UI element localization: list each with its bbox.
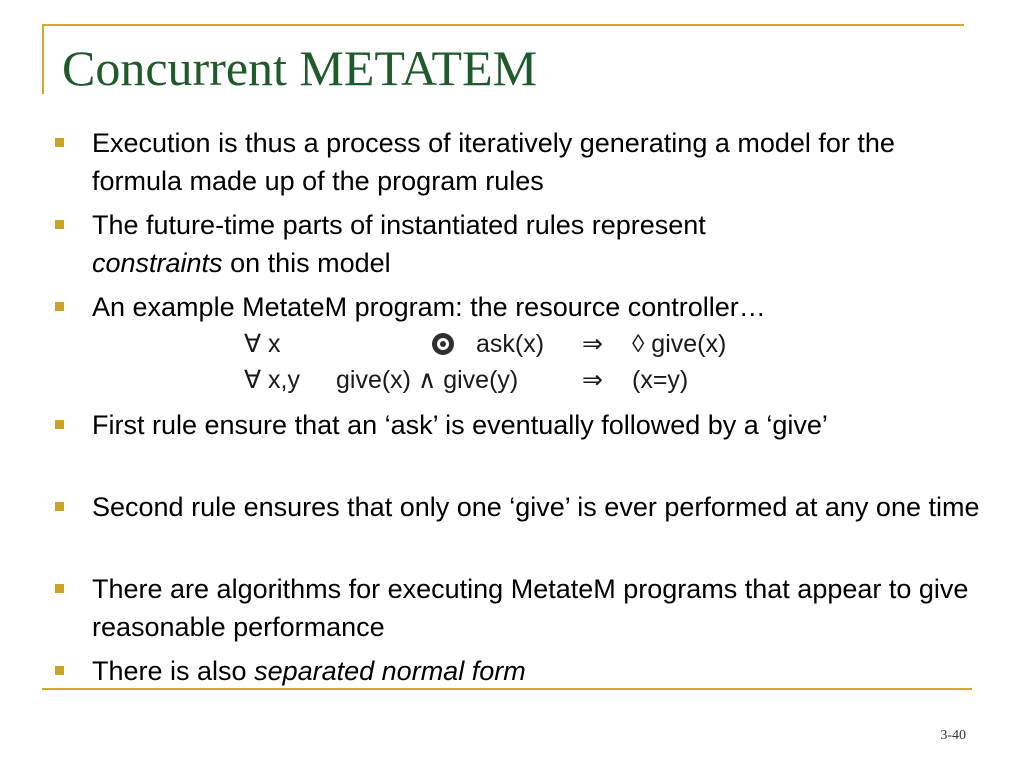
square-bullet-icon	[55, 138, 64, 147]
bullet-emphasis: constraints	[92, 248, 223, 278]
bullet-item-second-rule	[92, 488, 982, 526]
bullet-text: An example MetateM program: the resource controller…	[92, 292, 766, 322]
bullet-item-future-time	[92, 206, 982, 282]
frame-top-rule	[42, 24, 964, 26]
square-bullet-icon	[55, 420, 64, 429]
bullet-emphasis: separated normal form	[254, 656, 526, 686]
square-bullet-icon	[55, 502, 64, 511]
always-previous-operator-icon	[432, 333, 454, 355]
bullet-text: There is also	[92, 656, 255, 686]
rule2-antecedent: give(x) ∧ give(y)	[336, 366, 519, 394]
bullet-item-execution	[92, 124, 982, 200]
slide-title: Concurrent METATEM	[62, 40, 538, 96]
square-bullet-icon	[55, 302, 64, 311]
bullet-item-first-rule	[92, 406, 982, 444]
square-bullet-icon	[55, 666, 64, 675]
page-number: 3-40	[940, 728, 966, 743]
bullet-text: There are algorithms for executing MetateM programs that appear to give reasonable performance	[92, 574, 969, 642]
formula-rule-2	[244, 362, 784, 398]
frame-left-rule	[42, 24, 44, 94]
square-bullet-icon	[55, 584, 64, 593]
bullet-item-separated-normal-form	[92, 652, 982, 690]
rule1-quantifier: ∀ x	[244, 330, 281, 358]
rule2-quantifier: ∀ x,y	[244, 366, 300, 394]
rule2-implies: ⇒	[582, 366, 603, 394]
bullet-text: First rule ensure that an ‘ask’ is eventually followed by a ‘give’	[92, 410, 828, 440]
bullet-text: Second rule ensures that only one ‘give’ is ever performed at any one time	[92, 492, 980, 522]
resource-controller-formula	[244, 326, 784, 398]
bullet-text-after: on this model	[222, 248, 391, 278]
rule1-implies: ⇒	[582, 330, 603, 358]
bullet-item-algorithms	[92, 570, 982, 646]
rule1-antecedent: ask(x)	[476, 330, 545, 358]
bullet-text: The future-time parts of instantiated rules represent	[92, 210, 706, 240]
square-bullet-icon	[55, 220, 64, 229]
bullet-text: Execution is thus a process of iteratively generating a model for the formula made up of the program rules	[92, 128, 895, 196]
rule2-consequent: (x=y)	[632, 366, 689, 394]
formula-rule-1	[244, 326, 784, 362]
rule1-consequent: ◊ give(x)	[632, 330, 727, 358]
bullet-item-example-program	[92, 288, 982, 326]
